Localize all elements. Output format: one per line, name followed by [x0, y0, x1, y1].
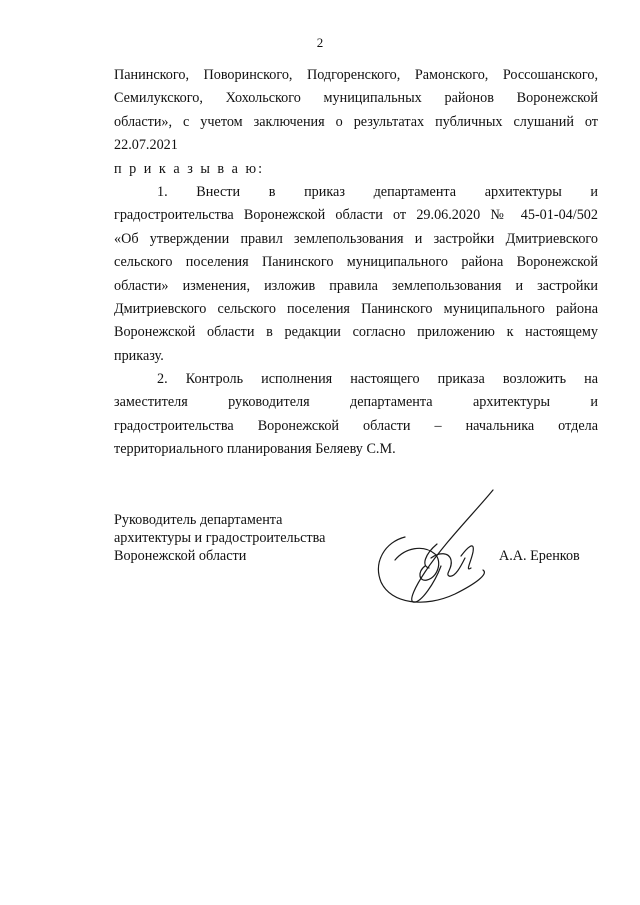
text-line: градостроительства Воронежской области от 29.06.2020 № 45-01-04/502	[114, 207, 598, 224]
signatory-title-line: Воронежской области	[114, 548, 247, 564]
text-line: приказу.	[114, 347, 164, 364]
text-line: области» изменения, изложив правила землепользования и застройки	[114, 277, 598, 294]
text-line: Дмитриевского сельского поселения Панинского муниципального района	[114, 300, 598, 317]
text-line: «Об утверждении правил землепользования и застройки Дмитриевского	[114, 230, 598, 247]
text-line: сельского поселения Панинского муниципального района Воронежской	[114, 254, 598, 271]
signer-name: А.А. Еренков	[499, 548, 580, 564]
text-line: 22.07.2021	[114, 137, 178, 154]
text-line: области», с учетом заключения о результатах публичных слушаний от	[114, 113, 598, 130]
signatory-title-line: Руководитель департамента	[114, 512, 283, 528]
text-line: градостроительства Воронежской области – начальника отдела	[114, 417, 598, 434]
item-2-start: 2. Контроль исполнения настоящего приказа возложить на	[157, 371, 598, 388]
page-number: 2	[316, 35, 324, 50]
signatory-title	[114, 511, 325, 565]
text-line: Семилукского, Хохольского муниципальных районов Воронежской	[114, 90, 598, 107]
order-word: п р и к а з ы в а ю:	[114, 160, 265, 177]
text-line: Воронежской области в редакции согласно приложению к настоящему	[114, 324, 598, 341]
item-1-start: 1. Внести в приказ департамента архитектуры и	[157, 183, 598, 200]
body-text	[114, 64, 598, 462]
text-line: Панинского, Поворинского, Подгоренского, Рамонского, Россошанского,	[114, 67, 598, 83]
signatory-title-line: архитектуры и градостроительства	[114, 530, 326, 546]
text-line: территориального планирования Беляеву С.М.	[114, 441, 396, 458]
handwritten-signature	[365, 482, 515, 622]
text-line: заместителя руководителя департамента архитектуры и	[114, 394, 598, 411]
